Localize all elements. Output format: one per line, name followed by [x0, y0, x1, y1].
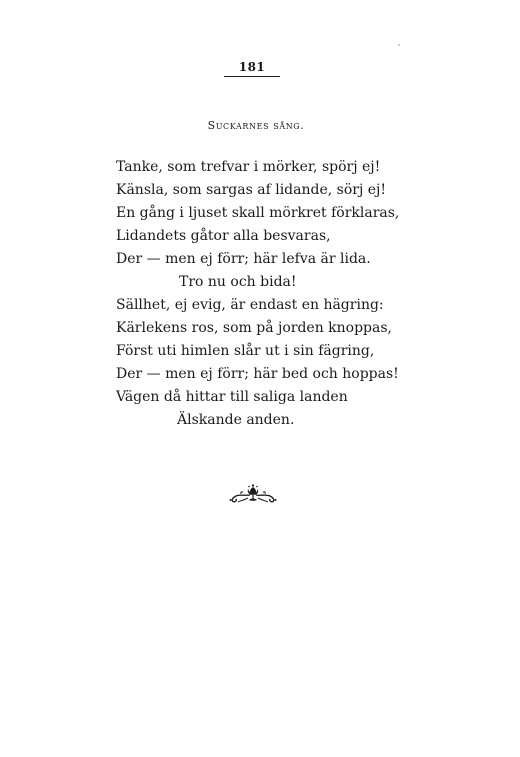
paper-speck [398, 44, 400, 46]
poem-line: Kärlekens ros, som på jorden knoppas, [116, 320, 392, 336]
poem-line: En gång i ljuset skall mörkret förklaras, [116, 205, 400, 221]
poem-line: Sällhet, ej evig, är endast en hägring: [116, 297, 384, 313]
poem-line: Tro nu och bida! [179, 274, 297, 290]
floral-vignette-icon [228, 483, 278, 505]
poem-line: Känsla, som sargas af lidande, sörj ej! [116, 182, 386, 198]
page-number-rule [224, 76, 280, 77]
poem-line: Lidandets gåtor alla besvaras, [116, 228, 331, 244]
poem-body [116, 156, 399, 432]
poem-line: Älskande anden. [177, 412, 295, 428]
poem-title: Suckarnes sång. [207, 119, 305, 132]
poem-line: Först uti himlen slår ut i sin fägring, [116, 343, 375, 359]
page-number: 181 [238, 60, 266, 74]
poem-line: Der — men ej förr; här lefva är lida. [116, 251, 371, 267]
poem-line: Vägen då hittar till saliga landen [116, 389, 348, 405]
poem-line: Tanke, som trefvar i mörker, spörj ej! [116, 159, 381, 175]
poem-line: Der — men ej förr; här bed och hoppas! [116, 366, 399, 382]
